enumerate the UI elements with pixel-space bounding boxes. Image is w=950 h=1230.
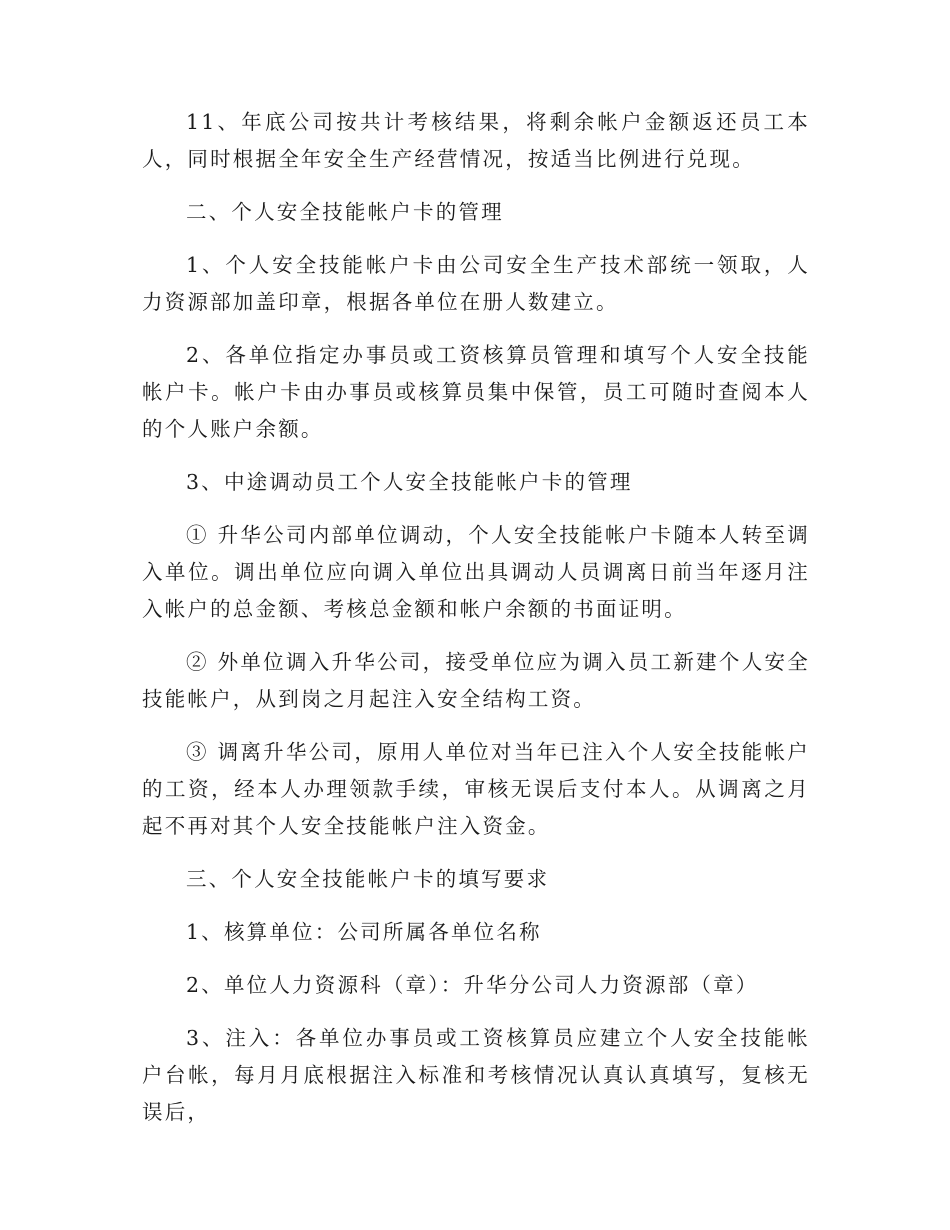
document-body xyxy=(142,104,810,1147)
section-heading-card-management: 二、个人安全技能帐户卡的管理 xyxy=(186,200,504,224)
paragraph-card-issuance: 1、个人安全技能帐户卡由公司安全生产技术部统一领取，人力资源部加盖印章，根据各单位在册人数建立。 xyxy=(142,253,810,314)
subheading-transfer-management: 3、中途调动员工个人安全技能帐户卡的管理 xyxy=(186,470,633,494)
paragraph-year-end-return: 11、年底公司按共计考核结果，将剩余帐户金额返还员工本人，同时根据全年安全生产经营情况，按适当比例进行兑现。 xyxy=(142,110,810,171)
paragraph-injection: 3、注入：各单位办事员或工资核算员应建立个人安全技能帐户台帐，每月月底根据注入标准和考核情况认真认真填写，复核无误后， xyxy=(142,1026,810,1124)
paragraph-internal-transfer: ① 升华公司内部单位调动，个人安全技能帐户卡随本人转至调入单位。调出单位应向调入单位出具调动人员调离日前当年逐月注入帐户的总金额、考核总金额和帐户余额的书面证明。 xyxy=(142,523,810,621)
paragraph-accounting-unit: 1、核算单位：公司所属各单位名称 xyxy=(186,920,542,944)
paragraph-hr-department-stamp: 2、单位人力资源科（章）：升华分公司人力资源部（章） xyxy=(186,973,759,997)
paragraph-transfer-out: ③ 调离升华公司，原用人单位对当年已注入个人安全技能帐户的工资，经本人办理领款手续，审核无误后支付本人。从调离之月起不再对其个人安全技能帐户注入资金。 xyxy=(142,740,810,838)
paragraph-external-transfer-in: ② 外单位调入升华公司，接受单位应为调入员工新建个人安全技能帐户，从到岗之月起注入安全结构工资。 xyxy=(142,650,810,711)
section-heading-filling-requirements: 三、个人安全技能帐户卡的填写要求 xyxy=(186,867,550,891)
paragraph-card-custody: 2、各单位指定办事员或工资核算员管理和填写个人安全技能帐户卡。帐户卡由办事员或核算员集中保管，员工可随时查阅本人的个人账户余额。 xyxy=(142,343,810,441)
